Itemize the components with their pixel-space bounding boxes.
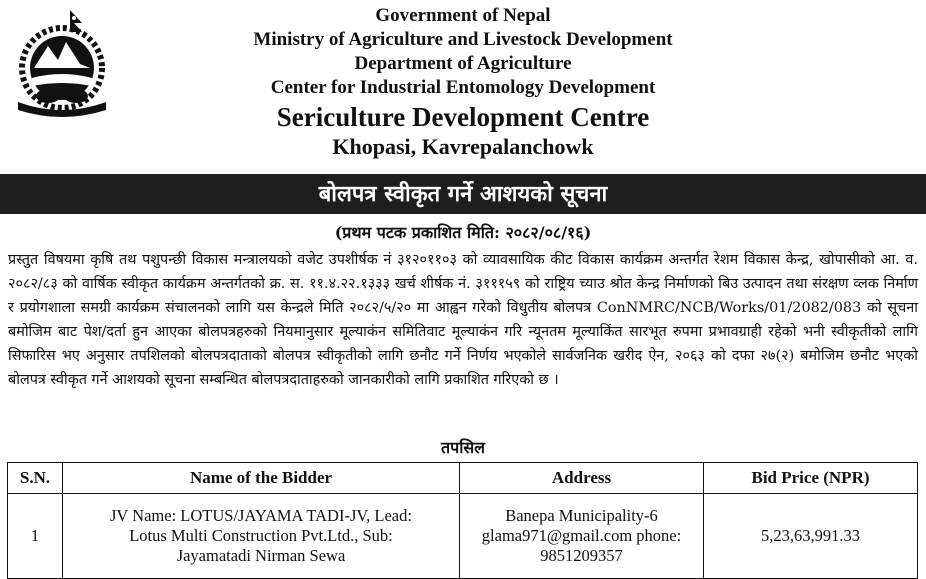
address-line: Banepa Municipality-6: [505, 506, 658, 525]
cell-bidder: [63, 494, 460, 579]
details-heading: तपसिल: [440, 438, 486, 457]
table-header-row: [8, 463, 918, 494]
government-emblem-icon: [8, 6, 116, 118]
notice-body: प्रस्तुत विषयमा कृषि तथ पशुपन्छी विकास मन्त्रालयको वजेट उपशीर्षक नं ३१२०११०३ को व्यावसायिक कीट विकास कार्यक्रम अन्तर्गत रेशम विकास केन्द्र, खोपासीको आ. व. २०८२/८३ को वार्षिक स्वीकृत कार्यक्रम अन्तर्गतको क्र. स. ११.४.२२.१३३३ खर्च शीर्षक नं. ३१११५९ को राष्ट्रिय च्याउ श्रोत केन्द्र निर्माणको बिउ उत्पादन तथा संरक्षण व्लक निर्माण र प्रयोगशाला समग्री कार्यक्रम संचालनको लागि यस केन्द्रले मिति २०८२/५/२० मा आह्वन गरेको विधुतीय बोलपत्र ConNMRC/NCB/Works/01/2082/083 को सूचना बमोजिम बाट पेश/दर्ता हुन आएका बोलपत्रहरुको नियमानुसार मूल्याकंन समितिवाट मूल्याकंन गरि न्यूनतम मूल्याकिंत सारभूत रुपमा प्रभावग्राही रहेको भनी स्वीकृतीको लागि सिफारिस भए अनुसार तपशिलको बोलपत्रदाताको बोलपत्र स्वीकृतीको लागि छनौट गर्ने निर्णय भएकोले सार्वजनिक खरीद ऐन, २०६३ को दफा २७(२) बमोजिम छनौट भएको बोलपत्र स्वीकृत गर्ने आशयको सूचना सम्बन्धित बोलपत्रदाताहरुको जानकारीको लागि प्रकाशित गरिएको छ ।: [8, 252, 918, 388]
center-name: Center for Industrial Entomology Development: [270, 77, 656, 98]
bidder-line: JV Name: LOTUS/JAYAMA TADI-JV, Lead:: [110, 506, 412, 525]
office-location: Khopasi, Kavrepalanchowk: [332, 134, 594, 159]
office-name: Sericulture Development Centre: [276, 102, 650, 132]
cell-price: 5,23,63,991.33: [704, 494, 918, 579]
cell-address: [460, 494, 704, 579]
bidder-table: [7, 462, 918, 579]
bidder-line: Jayamatadi Nirman Sewa: [176, 546, 346, 565]
table-row: [8, 494, 918, 579]
publication-date: (प्रथम पटक प्रकाशित मिति: २०८२/०८/१६): [334, 223, 592, 242]
address-line: 9851209357: [540, 546, 623, 565]
col-address: Address: [460, 463, 704, 494]
col-bidder: Name of the Bidder: [63, 463, 460, 494]
ministry-name: Ministry of Agriculture and Livestock Development: [253, 29, 673, 50]
col-sn: S.N.: [8, 463, 63, 494]
notice-title-banner: बोलपत्र स्वीकृत गर्ने आशयको सूचना: [0, 174, 926, 214]
cell-sn: 1: [8, 494, 63, 579]
government-name: Government of Nepal: [375, 5, 551, 26]
department-name: Department of Agriculture: [354, 53, 572, 74]
bidder-line: Lotus Multi Construction Pvt.Ltd., Sub:: [129, 526, 393, 545]
col-price: Bid Price (NPR): [704, 463, 918, 494]
letterhead: [120, 4, 806, 160]
address-line: glama971@gmail.com phone:: [481, 526, 682, 545]
